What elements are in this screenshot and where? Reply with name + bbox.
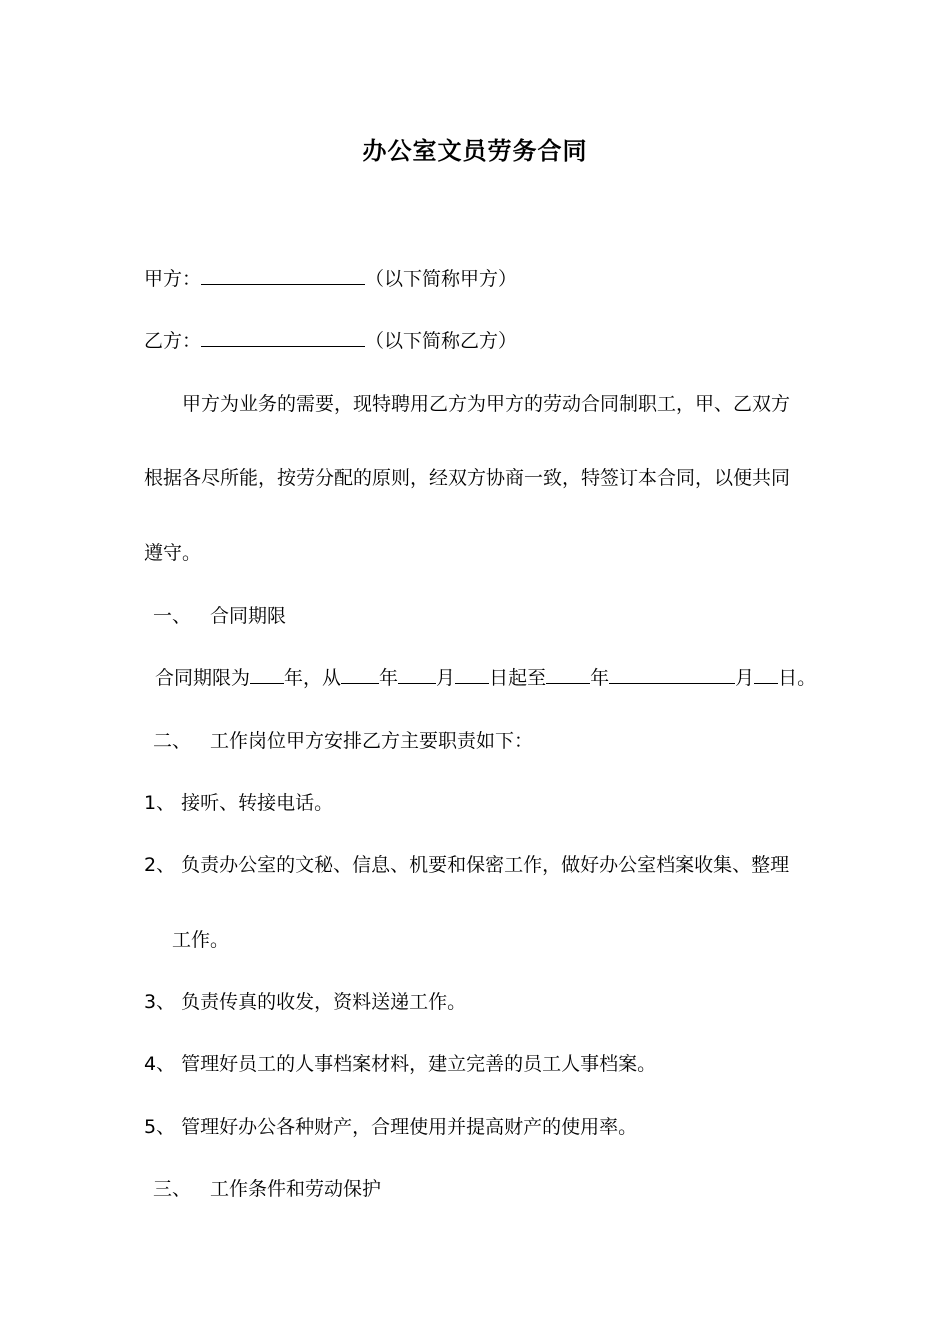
contract-term-line (155, 665, 816, 691)
party-b-blank (201, 328, 365, 347)
end-year-blank (546, 665, 590, 684)
party-b-label: 乙方： (144, 330, 202, 352)
term-text-1: 合同期限为 (155, 667, 251, 689)
section-1-heading (153, 603, 286, 629)
end-day-blank (754, 665, 778, 684)
duty-item-5: 5、 管理好办公各种财产，合理使用并提高财产的使用率。 (144, 1116, 638, 1138)
party-a-label: 甲方： (144, 268, 202, 290)
section-2-heading (153, 728, 533, 754)
party-a-line (144, 266, 517, 292)
section-1-number: 一、 (153, 605, 192, 627)
section-3-number: 三、 (153, 1178, 192, 1200)
term-text-3: 年 (379, 667, 399, 689)
term-text-4: 月 (436, 667, 456, 689)
section-1-title: 合同期限 (210, 605, 287, 627)
term-text-6: 年 (590, 667, 610, 689)
document-title: 办公室文员劳务合同 (362, 137, 588, 165)
duty-item-2-line-1: 2、 负责办公室的文秘、信息、机要和保密工作，做好办公室档案收集、整理 (144, 854, 790, 876)
end-month-blank (609, 665, 735, 684)
section-2-title: 工作岗位甲方安排乙方主要职责如下： (210, 730, 534, 752)
term-text-2: 年，从 (284, 667, 342, 689)
section-2-number: 二、 (153, 730, 192, 752)
duty-item-3: 3、 负责传真的收发，资料送递工作。 (144, 991, 467, 1013)
party-b-line (144, 328, 517, 354)
start-year-blank (341, 665, 379, 684)
party-b-note: （以下简称乙方） (365, 330, 518, 352)
party-a-blank (201, 266, 365, 285)
term-years-blank (250, 665, 284, 684)
section-3-title: 工作条件和劳动保护 (210, 1178, 382, 1200)
term-text-8: 日。 (778, 667, 817, 689)
intro-line-1: 甲方为业务的需要，现特聘用乙方为甲方的劳动合同制职工，甲、乙双方 (182, 393, 791, 415)
party-a-note: （以下简称甲方） (365, 268, 518, 290)
start-day-blank (455, 665, 489, 684)
start-month-blank (398, 665, 436, 684)
section-3-heading (153, 1176, 381, 1202)
term-text-5: 日起至 (489, 667, 547, 689)
duty-item-1: 1、 接听、转接电话。 (144, 792, 334, 814)
intro-line-3: 遵守。 (144, 542, 202, 564)
duty-item-4: 4、 管理好员工的人事档案材料，建立完善的员工人事档案。 (144, 1053, 657, 1075)
term-text-7: 月 (735, 667, 755, 689)
intro-line-2: 根据各尽所能，按劳分配的原则，经双方协商一致，特签订本合同，以便共同 (144, 467, 791, 489)
duty-item-2-line-2: 工作。 (172, 929, 230, 951)
